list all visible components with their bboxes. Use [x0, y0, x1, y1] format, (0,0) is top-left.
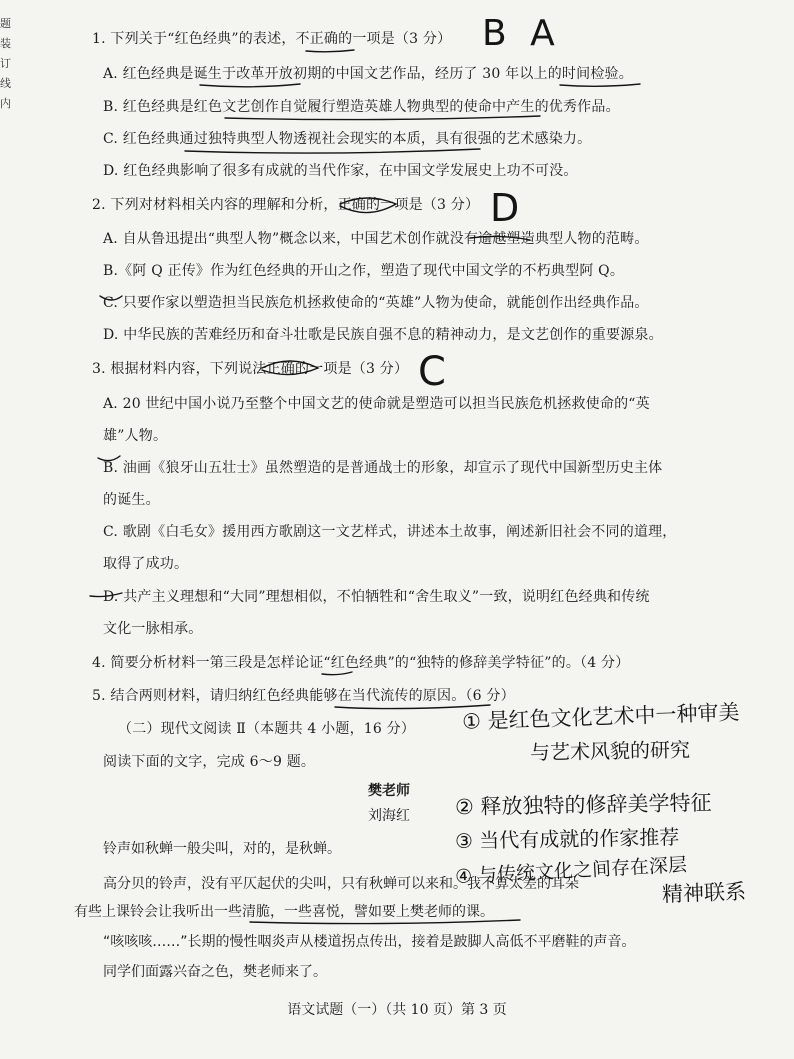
underline-q1-a-years: [560, 84, 640, 86]
question-4-stem: 4. 简要分析材料一第三段是怎样论证“红色经典”的“独特的修辞美学特征”的。（4 分）: [92, 655, 630, 671]
story-paragraph-1: 铃声如秋蝉一般尖叫，对的，是秋蝉。: [103, 841, 341, 857]
handwritten-answer-q3: C: [418, 349, 446, 395]
handwritten-answer-q2: D: [490, 186, 520, 230]
handwritten-note-3: ③ 当代有成就的作家推荐: [454, 825, 680, 853]
q2-option-d: D. 中华民族的苦难经历和奋斗壮歌是民族自强不息的精神动力，是文艺创作的重要源泉。: [103, 327, 663, 343]
q3-option-b-cont: 的诞生。: [103, 492, 160, 508]
story-paragraph-4: 同学们面露兴奋之色，樊老师来了。: [103, 964, 327, 980]
handwritten-note-4: ④ 与传统文化之间存在深层: [454, 853, 688, 889]
binding-margin-fragment: 题 装 订 线 内: [0, 17, 11, 110]
question-5-stem: 5. 结合两则材料，请归纳红色经典能够在当代流传的原因。（6 分）: [92, 688, 515, 704]
page-footer: 语文试题（一）（共 10 页）第 3 页: [287, 1002, 507, 1018]
q3-option-d: D. 共产主义理想和“大同”理想相似，不怕牺牲和“舍生取义”一致，说明红色经典和传统: [103, 589, 650, 605]
story-author: 刘海红: [368, 808, 410, 824]
story-paragraph-2: 高分贝的铃声，没有平仄起伏的尖叫，只有秋蝉可以来和。我不算太差的耳朵: [103, 876, 579, 892]
q3-option-a: A. 20 世纪中国小说乃至整个中国文艺的使命就是塑造可以担当民族危机拯救使命的“英: [103, 396, 650, 412]
q2-option-a: A. 自从鲁迅提出“典型人物”概念以来，中国艺术创作就没有逾越塑造典型人物的范畴。: [103, 231, 649, 247]
story-paragraph-3: “咳咳咳……”长期的慢性咽炎声从楼道拐点传出，接着是跛脚人高低不平磨鞋的声音。: [103, 934, 636, 950]
q1-option-b: B. 红色经典是红色文艺创作自觉履行塑造英雄人物典型的使命中产生的优秀作品。: [103, 99, 620, 115]
underline-q1-c: [185, 149, 480, 153]
q1-option-d: D. 红色经典影响了很多有成就的当代作家，在中国文学发展史上功不可没。: [103, 163, 578, 179]
q2-option-c: C. 只要作家以塑造担当民族危机拯救使命的“英雄”人物为使命，就能创作出经典作品。: [103, 295, 649, 311]
q3-option-c: C. 歌剧《白毛女》援用西方歌剧这一文艺样式，讲述本土故事，阐述新旧社会不同的道理，: [103, 524, 677, 540]
q3-option-c-cont: 取得了成功。: [103, 556, 189, 572]
q3-option-a-cont: 雄”人物。: [103, 428, 168, 444]
section-instruction: 阅读下面的文字，完成 6～9 题。: [103, 754, 316, 770]
q3-option-b: B. 油画《狼牙山五壮士》虽然塑造的是普通战士的形象，却宣示了现代中国新型历史主体: [103, 460, 663, 476]
handwritten-note-4-cont: 精神联系: [661, 879, 747, 907]
underline-q1-a: [200, 84, 300, 87]
question-2-stem: 2. 下列对材料相关内容的理解和分析，正确的一项是（3 分）: [92, 197, 480, 213]
q1-option-c: C. 红色经典通过独特典型人物透视社会现实的本质，具有很强的艺术感染力。: [103, 131, 592, 147]
q1-option-a: A. 红色经典是诞生于改革开放初期的中国文艺作品，经历了 30 年以上的时间检验。: [103, 66, 633, 82]
story-paragraph-2-cont: 有些上课铃会让我听出一些清脆，一些喜悦，譬如要上樊老师的课。: [74, 904, 494, 920]
handwritten-note-2: ② 释放独特的修辞美学特征: [454, 790, 712, 820]
underline-q1-not-correct: [306, 50, 354, 52]
question-3-stem: 3. 根据材料内容，下列说法正确的一项是（3 分）: [92, 361, 409, 377]
q2-option-b: B.《阿 Q 正传》作为红色经典的开山之作，塑造了现代中国文学的不朽典型阿 Q。: [103, 263, 625, 279]
question-1-stem: 1. 下列关于“红色经典”的表述，不正确的一项是（3 分）: [92, 31, 452, 47]
handwritten-answer-q1: B A: [482, 13, 561, 54]
section-heading: （二）现代文阅读 Ⅱ（本题共 4 小题，16 分）: [118, 721, 416, 737]
handwritten-note-1-cont: 与艺术风貌的研究: [529, 737, 691, 765]
story-title: 樊老师: [368, 783, 410, 799]
q3-option-d-cont: 文化一脉相承。: [103, 621, 203, 637]
handwritten-note-1: ① 是红色文化艺术中一种审美: [461, 700, 740, 734]
